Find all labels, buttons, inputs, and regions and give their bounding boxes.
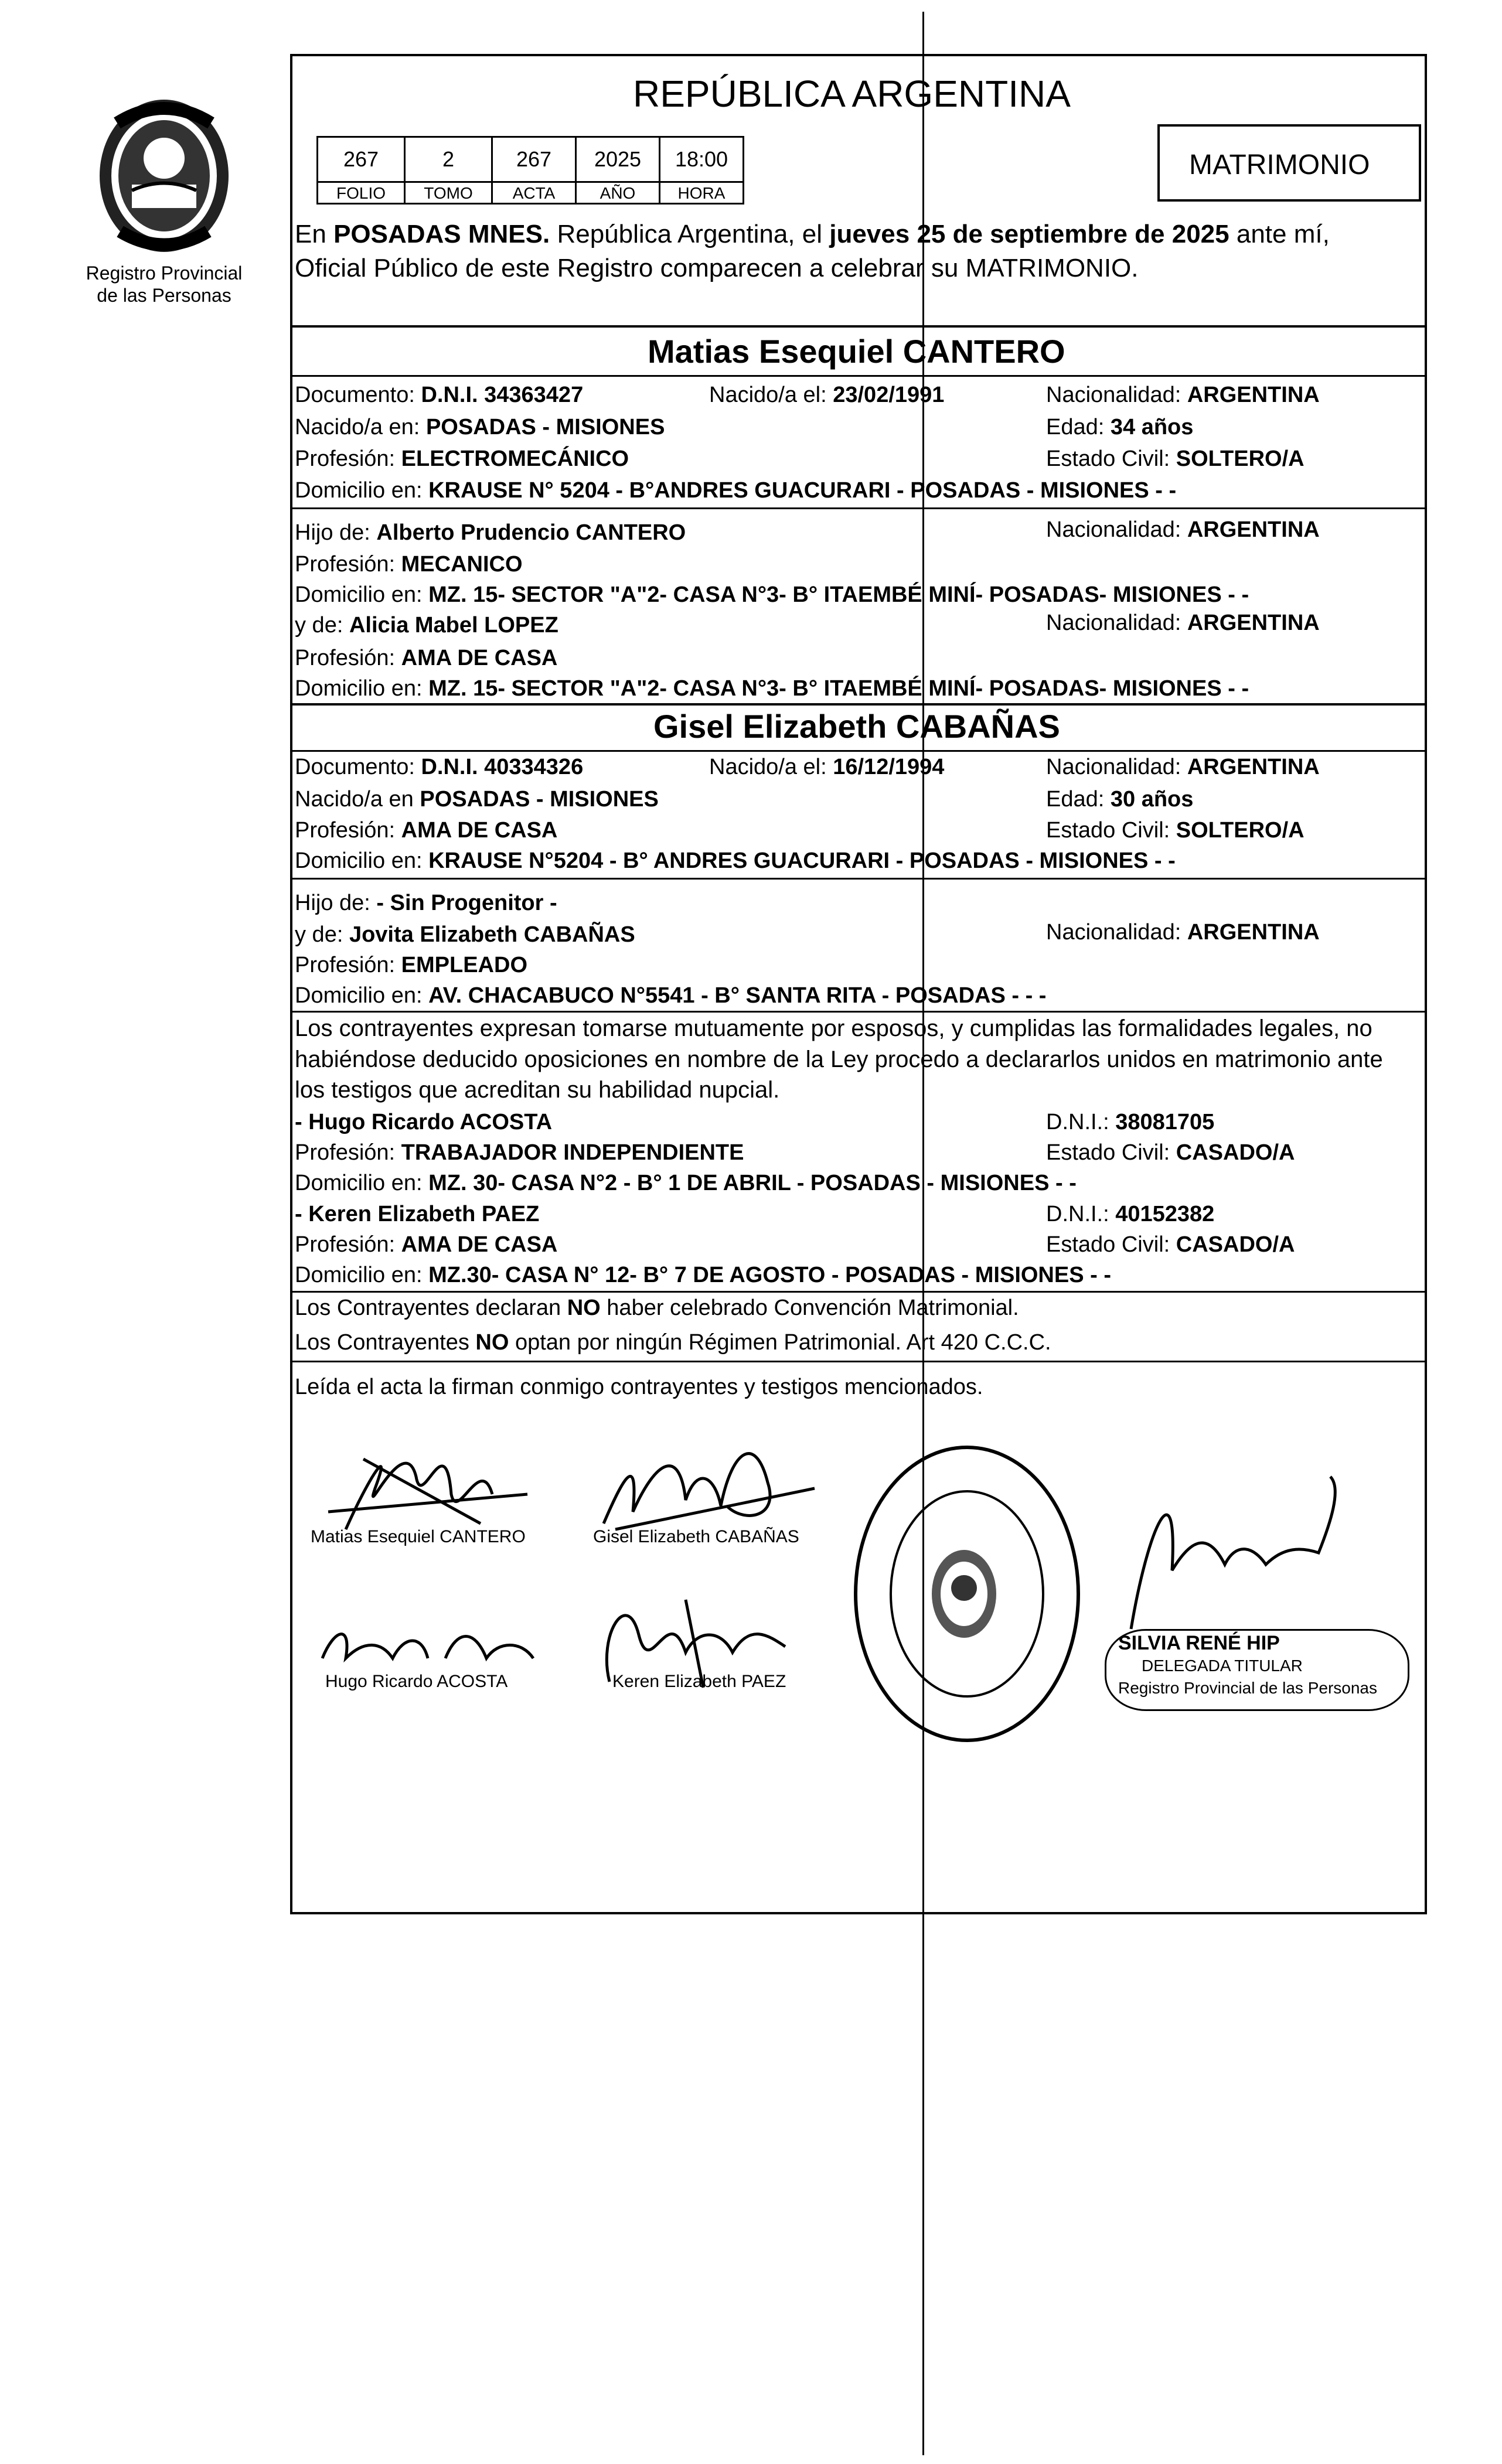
anio-value: 2025 <box>575 136 660 183</box>
groom-father-profession: Profesión: MECANICO <box>295 552 523 577</box>
witness1-signature-label: Hugo Ricardo ACOSTA <box>325 1672 508 1691</box>
bride-mother-address: Domicilio en: AV. CHACABUCO N°5541 - B° SANTA RITA - POSADAS - - - <box>295 983 1047 1008</box>
divider-bride-name <box>290 750 1427 752</box>
record-numbers-table <box>316 136 744 206</box>
bride-birthplace: Nacido/a en POSADAS - MISIONES <box>295 787 659 812</box>
document-type-label: MATRIMONIO <box>1189 149 1370 180</box>
declaration-line-3: los testigos que acreditan su habilidad nupcial. <box>295 1077 780 1103</box>
witness2-profession: Profesión: AMA DE CASA <box>295 1232 558 1257</box>
registry-logo <box>76 88 252 311</box>
witness2-civil-status: Estado Civil: CASADO/A <box>1046 1232 1295 1257</box>
groom-address: Domicilio en: KRAUSE N° 5204 - B°ANDRES GUACURARI - POSADAS - MISIONES - - <box>295 478 1177 503</box>
witness2-dni: D.N.I.: 40152382 <box>1046 1202 1215 1226</box>
bride-civil-status: Estado Civil: SOLTERO/A <box>1046 818 1305 843</box>
groom-mother-address: Domicilio en: MZ. 15- SECTOR "A"2- CASA N°3- B° ITAEMBÉ MINÍ- POSADAS- MISIONES - - <box>295 676 1249 701</box>
anio-label: AÑO <box>575 181 660 205</box>
groom-nationality: Nacionalidad: ARGENTINA <box>1046 383 1320 407</box>
bride-address: Domicilio en: KRAUSE N°5204 - B° ANDRES GUACURARI - POSADAS - MISIONES - - <box>295 848 1176 873</box>
bride-doc: Documento: D.N.I. 40334326 <box>295 755 584 779</box>
conventions-line-1: Los Contrayentes declaran NO haber celebrado Convención Matrimonial. <box>295 1296 1019 1320</box>
registry-label-1: Registro Provincial <box>86 263 243 284</box>
divider-bride <box>290 703 1427 706</box>
groom-birthplace: Nacido/a en: POSADAS - MISIONES <box>295 415 665 439</box>
folio-value: 267 <box>316 136 406 183</box>
official-seal-icon <box>844 1430 1090 1758</box>
hora-value: 18:00 <box>659 136 744 183</box>
witness2-signature-label: Keren Elizabeth PAEZ <box>612 1672 786 1691</box>
groom-civil-status: Estado Civil: SOLTERO/A <box>1046 447 1305 471</box>
groom-name: Matias Esequiel CANTERO <box>648 333 1065 370</box>
groom-doc: Documento: D.N.I. 34363427 <box>295 383 584 407</box>
divider-conventions <box>290 1291 1427 1293</box>
province-shield-icon <box>76 88 252 264</box>
divider-header <box>290 325 1427 328</box>
intro-line-1 <box>295 221 1330 247</box>
groom-profession: Profesión: ELECTROMECÁNICO <box>295 447 629 471</box>
groom-mother-nationality: Nacionalidad: ARGENTINA <box>1046 611 1320 635</box>
groom-father-address: Domicilio en: MZ. 15- SECTOR "A"2- CASA N°3- B° ITAEMBÉ MINÍ- POSADAS- MISIONES - - <box>295 582 1249 607</box>
witness1-signature <box>311 1606 557 1676</box>
officer-signature <box>1108 1453 1354 1641</box>
bride-father: Hijo de: - Sin Progenitor - <box>295 891 557 915</box>
divider-groom-parents <box>290 507 1427 509</box>
intro-p2: República Argentina, el <box>557 220 822 248</box>
groom-age: Edad: 34 años <box>1046 415 1194 439</box>
tomo-label: TOMO <box>404 181 493 205</box>
divider-groom <box>290 375 1427 377</box>
groom-father: Hijo de: Alberto Prudencio CANTERO <box>295 520 686 545</box>
bride-age: Edad: 30 años <box>1046 787 1194 812</box>
divider-declaration <box>290 1011 1427 1013</box>
witness2-address: Domicilio en: MZ.30- CASA N° 12- B° 7 DE AGOSTO - POSADAS - MISIONES - - <box>295 1263 1111 1287</box>
groom-father-nationality: Nacionalidad: ARGENTINA <box>1046 517 1320 542</box>
witness2-name: - Keren Elizabeth PAEZ <box>295 1202 540 1226</box>
witness1-name: - Hugo Ricardo ACOSTA <box>295 1110 553 1134</box>
witness1-profession: Profesión: TRABAJADOR INDEPENDIENTE <box>295 1140 744 1165</box>
officer-org: Registro Provincial de las Personas <box>1118 1679 1377 1697</box>
acta-label: ACTA <box>491 181 577 205</box>
bride-mother-profession: Profesión: EMPLEADO <box>295 953 528 977</box>
intro-line-2: Oficial Público de este Registro comparecen a celebrar su MATRIMONIO. <box>295 254 1139 282</box>
folio-label: FOLIO <box>316 181 406 205</box>
bride-name: Gisel Elizabeth CABAÑAS <box>653 708 1060 745</box>
bride-mother-nationality: Nacionalidad: ARGENTINA <box>1046 920 1320 945</box>
intro-city: POSADAS MNES. <box>333 220 550 248</box>
intro-date: jueves 25 de septiembre de 2025 <box>829 220 1229 248</box>
conventions-line-2: Los Contrayentes NO optan por ningún Régimen Patrimonial. Art 420 C.C.C. <box>295 1330 1051 1355</box>
intro-p1: En <box>295 220 326 248</box>
declaration-line-2: habiéndose deducido oposiciones en nombre de la Ley procedo a declararlos unidos en matrimonio ante <box>295 1047 1383 1072</box>
document-type-badge <box>1157 124 1421 202</box>
groom-born: Nacido/a el: 23/02/1991 <box>709 383 945 407</box>
registry-label-2: de las Personas <box>97 285 231 306</box>
divider-bride-parents <box>290 878 1427 880</box>
divider-closing <box>290 1361 1427 1362</box>
officer-name: SILVIA RENÉ HIP <box>1118 1632 1280 1654</box>
witness1-address: Domicilio en: MZ. 30- CASA N°2 - B° 1 DE ABRIL - POSADAS - MISIONES - - <box>295 1171 1077 1195</box>
witness1-dni: D.N.I.: 38081705 <box>1046 1110 1215 1134</box>
groom-mother-profession: Profesión: AMA DE CASA <box>295 646 558 670</box>
declaration-line-1: Los contrayentes expresan tomarse mutuamente por esposos, y cumplidas las formalidades legales, no <box>295 1015 1372 1041</box>
hora-label: HORA <box>659 181 744 205</box>
witness1-civil-status: Estado Civil: CASADO/A <box>1046 1140 1295 1165</box>
officer-stamp <box>1105 1629 1409 1711</box>
bride-nationality: Nacionalidad: ARGENTINA <box>1046 755 1320 779</box>
tomo-value: 2 <box>404 136 493 183</box>
closing-text: Leída el acta la firman conmigo contrayentes y testigos mencionados. <box>295 1375 983 1399</box>
fold-line <box>922 12 924 2455</box>
bride-mother: y de: Jovita Elizabeth CABAÑAS <box>295 922 635 947</box>
officer-title: DELEGADA TITULAR <box>1142 1657 1303 1675</box>
acta-value: 267 <box>491 136 577 183</box>
bride-profession: Profesión: AMA DE CASA <box>295 818 558 843</box>
groom-signature-label: Matias Esequiel CANTERO <box>311 1527 526 1546</box>
page-title: REPÚBLICA ARGENTINA <box>633 73 1071 115</box>
groom-mother: y de: Alicia Mabel LOPEZ <box>295 613 558 638</box>
bride-born: Nacido/a el: 16/12/1994 <box>709 755 945 779</box>
intro-p3: ante mí, <box>1236 220 1330 248</box>
bride-signature-label: Gisel Elizabeth CABAÑAS <box>593 1527 799 1546</box>
